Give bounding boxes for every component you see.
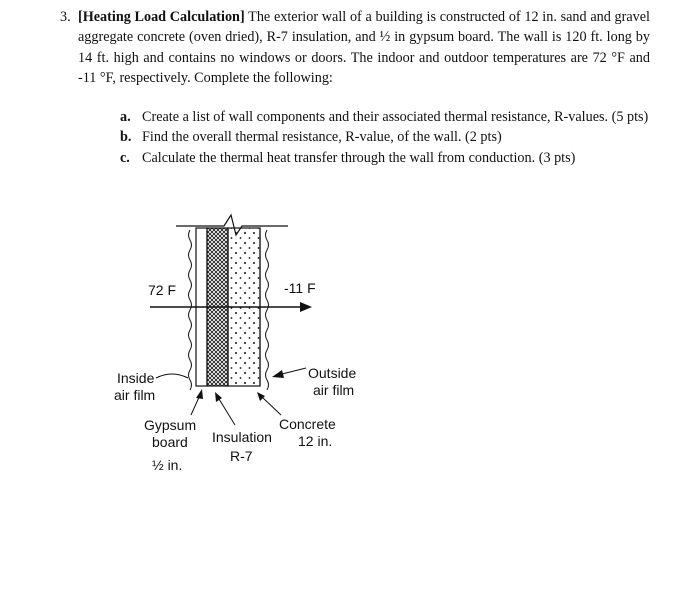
concrete-leader-arrowhead xyxy=(257,392,265,401)
part-b xyxy=(120,127,650,147)
insulation-label-1: Insulation xyxy=(212,429,272,445)
inside-label-1: Inside xyxy=(117,370,155,386)
gypsum-label-3: ½ in. xyxy=(152,457,183,473)
wall-layers xyxy=(196,228,260,386)
concrete-leader xyxy=(262,397,281,415)
outside-leader-arrowhead xyxy=(272,370,284,378)
inside-temperature: 72 F xyxy=(148,282,177,298)
problem-number: 3. xyxy=(60,9,71,25)
gypsum-leader xyxy=(191,395,200,415)
inside-label-2: air film xyxy=(114,387,156,403)
question-parts xyxy=(120,107,650,168)
gypsum-label-1: Gypsum xyxy=(144,417,197,433)
inside-air-film xyxy=(189,230,192,390)
gypsum-label-2: board xyxy=(152,434,188,450)
insulation-layer xyxy=(207,228,228,386)
concrete-layer xyxy=(228,228,260,386)
gypsum-board-layer xyxy=(196,228,207,386)
inside-leader xyxy=(156,374,188,378)
outside-label-1: Outside xyxy=(308,365,357,381)
part-a xyxy=(120,107,650,127)
part-c-label: c. xyxy=(120,149,130,166)
heat-flow-arrowhead xyxy=(300,302,312,312)
insulation-leader xyxy=(219,399,235,425)
concrete-label-1: Concrete xyxy=(279,416,336,432)
outside-label-2: air film xyxy=(313,382,355,398)
part-b-text: Find the overall thermal resistance, R-value, of the wall. (2 pts) xyxy=(142,129,502,146)
concrete-label-2: 12 in. xyxy=(298,433,333,449)
problem-body: The exterior wall of a building is constructed of 12 in. sand and gravel aggregate concrete (oven dried), R-7 insulation, and ½ in gypsum board. The wall is 120 ft. long by 14 ft. high and contains no windows or doors. The indoor and outdoor temperatures are 72 °F and -11 °F, respectively. Complete the following: xyxy=(78,9,650,87)
part-a-label: a. xyxy=(120,109,131,125)
part-c xyxy=(120,148,650,168)
problem-statement xyxy=(60,7,650,89)
outside-leader xyxy=(282,368,306,374)
part-a-text: Create a list of wall components and their associated thermal resistance, R-values. (5 pts) xyxy=(142,109,649,125)
insulation-label-2: R-7 xyxy=(230,448,253,464)
outside-temperature: -11 F xyxy=(284,280,316,296)
insulation-leader-arrowhead xyxy=(215,392,222,402)
gypsum-leader-arrowhead xyxy=(196,389,203,399)
problem-title: [Heating Load Calculation] xyxy=(78,9,245,25)
part-c-text: Calculate the thermal heat transfer through the wall from conduction. (3 pts) xyxy=(142,149,576,166)
part-b-label: b. xyxy=(120,129,132,146)
outside-air-film xyxy=(266,230,269,390)
wall-break-line xyxy=(176,215,288,235)
